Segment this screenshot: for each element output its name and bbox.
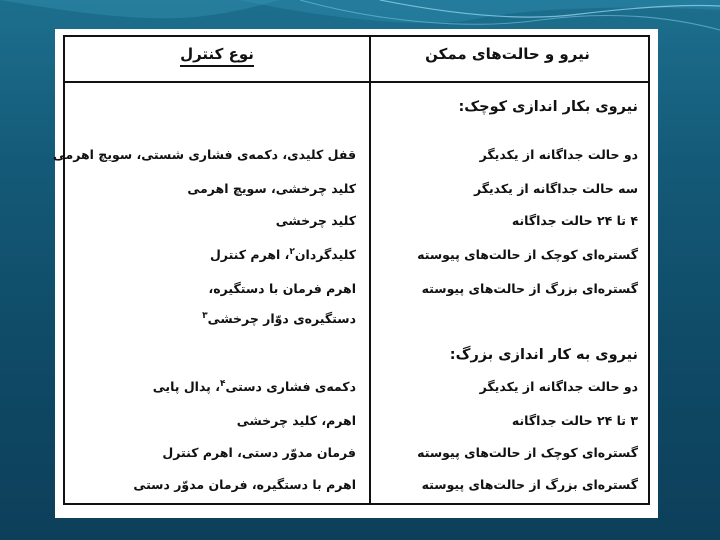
- header-rule: [65, 81, 648, 83]
- footnote-mark: ۴: [219, 379, 226, 389]
- slide-card: [52, 29, 658, 518]
- mode-cell: گستره‌ای بزرگ از حالت‌های پیوسته: [421, 477, 638, 492]
- control-text: دستگیره‌ی دوّار چرخشی: [207, 311, 356, 327]
- control-cell: کلید چرخشی: [275, 213, 356, 228]
- control-text: کلیدگردان: [294, 247, 356, 263]
- control-text-tail: ، اهرم کنترل: [209, 247, 290, 263]
- control-cell: اهرم، کلید چرخشی: [236, 413, 356, 428]
- mode-cell: ۳ تا ۲۴ حالت جداگانه: [511, 413, 638, 428]
- mode-cell: گستره‌ای کوچک از حالت‌های پیوسته: [417, 445, 638, 460]
- group-title-small-force: نیروی بکار اندازی کوچک:: [458, 99, 638, 115]
- group-title-large-force: نیروی به کار اندازی بزرگ:: [449, 347, 638, 363]
- control-cell: [153, 379, 356, 394]
- control-cell-line2: [202, 311, 356, 326]
- mode-cell: سه حالت جداگانه از یکدیگر: [473, 181, 638, 196]
- footnote-mark: ۲: [289, 247, 295, 257]
- mode-cell: دو حالت جداگانه از یکدیگر: [479, 379, 638, 394]
- controls-table: [52, 35, 650, 505]
- header-force-modes: نیرو و حالت‌های ممکن: [425, 45, 590, 63]
- control-cell: اهرم فرمان با دستگیره،: [208, 281, 356, 296]
- mode-cell: گستره‌ای بزرگ از حالت‌های پیوسته: [421, 281, 638, 296]
- mode-cell: ۴ تا ۲۴ حالت جداگانه: [511, 213, 638, 228]
- control-cell: [210, 247, 356, 262]
- control-text-tail: ، پدال پایی: [152, 379, 220, 395]
- mode-cell: دو حالت جداگانه از یکدیگر: [479, 147, 638, 162]
- control-cell: اهرم با دستگیره، فرمان مدوّر دستی: [133, 477, 356, 492]
- control-cell: کلید چرخشی، سویچ اهرمی: [187, 181, 356, 196]
- header-control-type-label: نوع کنترل: [180, 45, 254, 67]
- footnote-mark: ۳: [202, 311, 208, 321]
- column-divider: [369, 37, 371, 503]
- header-control-type: [65, 45, 369, 63]
- control-cell: قفل کلیدی، دکمه‌ی فشاری شستی، سویچ اهرمی: [52, 147, 356, 162]
- mode-cell: گستره‌ای کوچک از حالت‌های پیوسته: [417, 247, 638, 262]
- control-text: دکمه‌ی فشاری دستی: [225, 379, 356, 395]
- control-cell: فرمان مدوّر دستی، اهرم کنترل: [162, 445, 356, 460]
